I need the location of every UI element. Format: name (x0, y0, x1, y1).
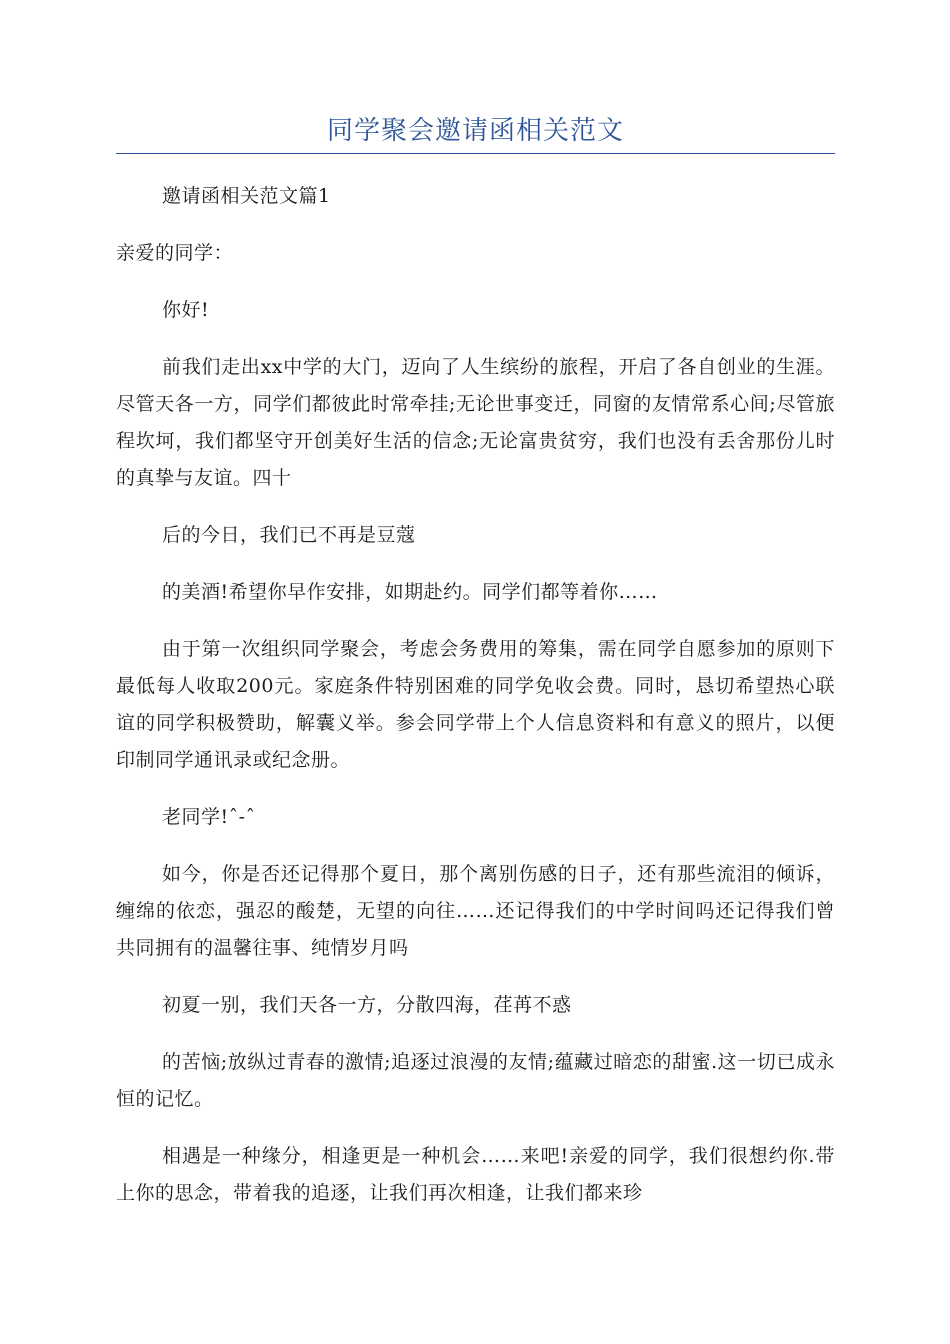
page-title: 同学聚会邀请函相关范文 (326, 116, 624, 146)
paragraph-7: 由于第一次组织同学聚会，考虑会务费用的筹集，需在同学自愿参加的原则下最低每人收取200元。家庭条件特别困难的同学免收会费。同时，恳切希望热心联谊的同学积极赞助，解囊义举。参会同学带上个人信息资料和有意义的照片，以便印制同学通讯录或纪念册。 (116, 638, 835, 771)
paragraph-8: 老同学!ˆ-ˆ (162, 806, 256, 828)
paragraph-6: 的美酒!希望你早作安排，如期赴约。同学们都等着你…… (162, 581, 658, 603)
paragraph-3: 你好! (162, 299, 210, 321)
paragraph-5: 后的今日，我们已不再是豆蔻 (162, 524, 416, 546)
paragraph-11: 的苦恼;放纵过青春的激情;追逐过浪漫的友情;蕴藏过暗恋的甜蜜.这一切已成永恒的记忆。 (116, 1051, 835, 1110)
paragraph-12: 相遇是一种缘分，相逢更是一种机会……来吧!亲爱的同学，我们很想约你.带上你的思念，带着我的追逐，让我们再次相逢，让我们都来珍 (116, 1145, 835, 1204)
document-body (116, 178, 835, 1232)
paragraph-9: 如今，你是否还记得那个夏日，那个离别伤感的日子，还有那些流泪的倾诉，缠绵的依恋，强忍的酸楚，无望的向往……还记得我们的中学时间吗还记得我们曾共同拥有的温馨往事、纯情岁月吗 (116, 863, 835, 959)
paragraph-10: 初夏一别，我们天各一方，分散四海，荏苒不惑 (162, 994, 572, 1016)
paragraph-2: 亲爱的同学： (116, 242, 234, 264)
title-underline (116, 153, 835, 154)
paragraph-1: 邀请函相关范文篇1 (162, 185, 331, 207)
paragraph-4: 前我们走出xx中学的大门，迈向了人生缤纷的旅程，开启了各自创业的生涯。尽管天各一方，同学们都彼此时常牵挂;无论世事变迁，同窗的友情常系心间;尽管旅程坎坷，我们都坚守开创美好生活的信念;无论富贵贫穷，我们也没有丢舍那份儿时的真挚与友谊。四十 (116, 356, 835, 489)
